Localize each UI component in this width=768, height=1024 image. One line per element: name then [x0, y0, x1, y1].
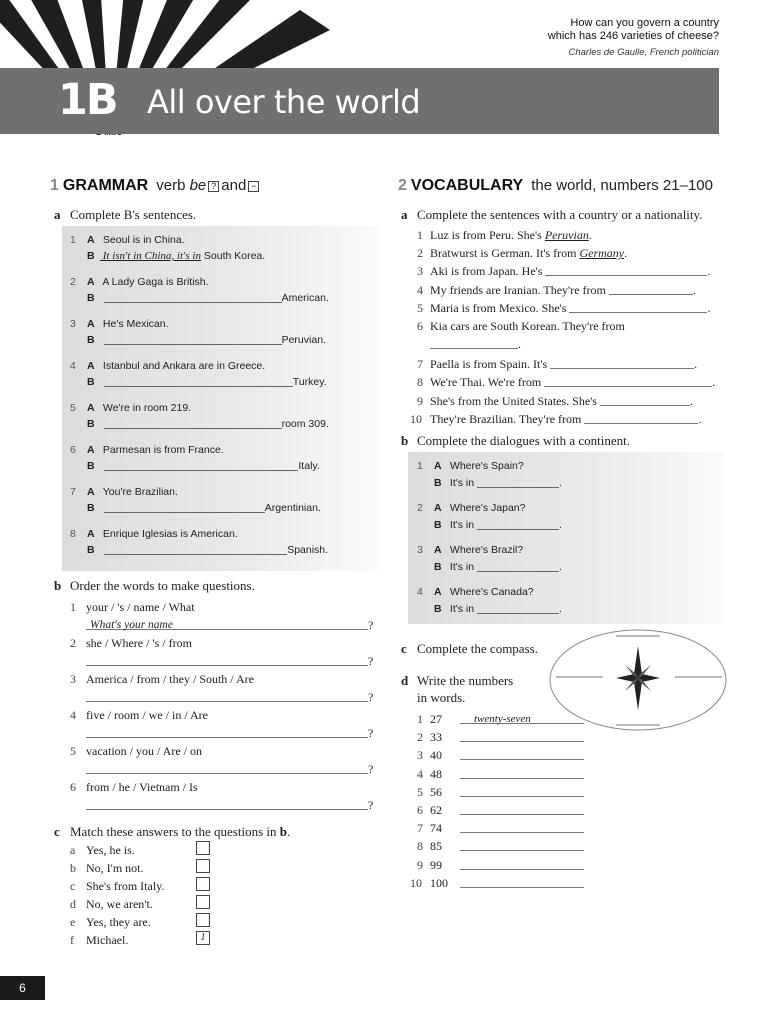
number-prompt: 33 — [430, 730, 442, 745]
item-number: 5 — [70, 744, 76, 758]
sentence-text: Maria is from Mexico. She's — [430, 300, 570, 315]
task-instruction: Complete B's sentences. — [70, 207, 197, 222]
task-instruction: in words. — [417, 690, 466, 705]
grammar-a-line-a — [70, 234, 380, 250]
word-prompt: your / 's / name / What — [86, 600, 195, 614]
speaker-a-label: A — [434, 502, 442, 514]
item-number: 1 — [417, 228, 423, 242]
quote-author: Charles de Gaulle, French politician — [568, 47, 719, 58]
number-prompt: 62 — [430, 802, 442, 817]
item-number: 2 — [70, 276, 76, 288]
question-mark: ? — [368, 726, 374, 740]
vocabulary-heading — [398, 177, 713, 195]
answer-blank[interactable] — [104, 418, 282, 429]
item-number: 3 — [417, 264, 423, 279]
epigraph-quote — [548, 17, 719, 58]
answer-blank[interactable] — [544, 377, 712, 387]
task-instruction: Complete the sentences with a country or a nationality. — [417, 207, 703, 222]
match-checkbox[interactable] — [196, 877, 210, 891]
question-mark: ? — [368, 654, 374, 668]
answer-blank[interactable] — [104, 376, 293, 387]
grammar-a-line-a — [70, 360, 380, 376]
number-prompt: 40 — [430, 748, 442, 763]
task-instruction: Complete the compass. — [417, 641, 538, 656]
task-letter: a — [401, 207, 408, 222]
vocab-b-line-a — [417, 460, 717, 477]
number-prompt: 48 — [430, 766, 442, 781]
number-prompt: 74 — [430, 821, 442, 836]
match-answer-text: No, I'm not. — [86, 861, 144, 875]
vocab-d-item — [410, 767, 600, 785]
item-number: 7 — [70, 486, 76, 498]
grammar-task-c-instruction — [54, 824, 290, 840]
task-letter: c — [401, 641, 407, 656]
grammar-a-line-b — [70, 418, 380, 444]
speaker-a-label: A — [87, 276, 95, 288]
answer-blank[interactable] — [86, 620, 368, 630]
speaker-a-text: Istanbul and Ankara are in Greece. — [100, 360, 266, 372]
item-number: 3 — [70, 318, 76, 330]
speaker-b-end: room 309. — [281, 418, 329, 430]
task-letter: b — [401, 433, 409, 448]
sentence-end: . — [588, 228, 592, 242]
item-number: 2 — [417, 730, 423, 745]
item-number: 3 — [70, 672, 76, 686]
vocab-task-a-instruction — [401, 207, 702, 223]
vocab-b-line-b — [417, 477, 717, 502]
item-number: 2 — [417, 246, 423, 261]
sentence-end: . — [698, 411, 702, 426]
vocab-a-item — [410, 412, 730, 430]
item-number: 8 — [417, 375, 423, 390]
match-checkbox[interactable] — [196, 841, 210, 855]
section-subtitle: the world, numbers 21–100 — [531, 177, 713, 194]
question-mark: ? — [368, 798, 374, 812]
item-number: 1 — [417, 712, 423, 726]
sentence-end: . — [559, 603, 562, 615]
answer-blank[interactable] — [86, 656, 368, 666]
speaker-a-text: Where's Canada? — [447, 586, 534, 598]
sentence-end: . — [559, 561, 562, 573]
vocab-d-item — [410, 730, 600, 748]
section-name: GRAMMAR — [62, 177, 149, 194]
grammar-b-answer-line — [70, 762, 380, 780]
grammar-a-line-b — [70, 250, 380, 276]
speaker-a-label: A — [87, 528, 95, 540]
item-number: 1 — [70, 234, 76, 246]
item-letter: e — [70, 915, 76, 929]
speaker-b-label: B — [87, 292, 95, 304]
vocab-d-item — [410, 876, 600, 894]
example-answer: It isn't in China, it's in — [100, 250, 201, 262]
grammar-a-line-b — [70, 376, 380, 402]
vocab-a-item — [410, 394, 730, 412]
answer-blank[interactable] — [460, 714, 584, 724]
task-letter: d — [401, 673, 409, 688]
answer-blank[interactable] — [460, 769, 584, 779]
answer-blank[interactable] — [104, 544, 287, 555]
answer-blank[interactable] — [545, 266, 707, 276]
match-checkbox[interactable]: 1 — [196, 931, 210, 945]
vocab-b-line-b — [417, 519, 717, 544]
sentence-text: Kia cars are South Korean. They're from — [430, 318, 625, 333]
sentence-end: . — [689, 393, 693, 408]
speaker-a-label: A — [434, 544, 442, 556]
unit-title: All over the world — [147, 83, 421, 121]
question-box-icon: ? — [208, 181, 219, 192]
sentence-end: . — [559, 477, 562, 489]
match-answer-text: Yes, they are. — [86, 915, 151, 929]
speaker-a-label: A — [434, 460, 442, 472]
speaker-a-text: Where's Japan? — [447, 502, 526, 514]
speaker-a-label: A — [87, 486, 95, 498]
grammar-b-words — [70, 600, 380, 618]
item-letter: b — [70, 861, 76, 875]
answer-blank[interactable] — [477, 519, 559, 530]
sentence-end: . — [707, 300, 711, 315]
speaker-b-end: Spanish. — [287, 544, 329, 556]
match-checkbox[interactable] — [196, 913, 210, 927]
answer-blank[interactable] — [477, 477, 559, 488]
answer-blank[interactable] — [460, 860, 584, 870]
answer-blank[interactable] — [550, 359, 694, 369]
grammar-b-words — [70, 672, 380, 690]
grammar-b-answer-line — [70, 798, 380, 816]
item-number: 1 — [70, 600, 76, 614]
vocab-a-item — [410, 319, 730, 337]
speaker-a-label: A — [87, 444, 95, 456]
sentence-end: . — [692, 282, 696, 297]
task-instruction: Match these answers to the questions in — [70, 824, 277, 839]
example-answer: Germany — [579, 246, 625, 261]
vocab-a-item — [410, 228, 730, 246]
section-number: 2 — [398, 177, 407, 194]
grammar-b-words — [70, 708, 380, 726]
grammar-a-line-a — [70, 402, 380, 418]
answer-blank[interactable] — [460, 787, 584, 797]
speaker-b-label: B — [434, 477, 442, 489]
speaker-a-text: He's Mexican. — [100, 318, 169, 330]
item-letter: f — [70, 933, 74, 947]
grammar-a-line-a — [70, 318, 380, 334]
grammar-a-line-b — [70, 544, 380, 570]
vocab-d-item — [410, 839, 600, 857]
match-answer-text: Yes, he is. — [86, 843, 135, 857]
item-number: 7 — [417, 821, 423, 836]
answer-blank[interactable] — [477, 561, 559, 572]
grammar-heading — [50, 177, 261, 195]
vocab-a-item — [410, 264, 730, 282]
answer-blank[interactable] — [86, 728, 368, 738]
minus-box-icon: − — [248, 181, 259, 192]
grammar-a-line-a — [70, 276, 380, 292]
vocab-d-item — [410, 821, 600, 839]
item-number: 4 — [417, 766, 423, 781]
vocab-b-line-b — [417, 603, 717, 628]
item-letter: a — [70, 843, 76, 857]
question-mark: ? — [368, 618, 374, 632]
item-letter: d — [70, 897, 76, 911]
grammar-b-list — [70, 600, 380, 816]
vocab-d-item — [410, 858, 600, 876]
grammar-c-item — [70, 933, 220, 951]
vocab-d-item — [410, 803, 600, 821]
vocab-d-item — [410, 748, 600, 766]
item-number: 2 — [417, 502, 423, 514]
grammar-a-line-b — [70, 502, 380, 528]
answer-blank[interactable] — [104, 292, 282, 303]
item-number: 2 — [70, 636, 76, 650]
sentence-text: They're Brazilian. They're from — [430, 411, 585, 426]
task-letter: c — [54, 824, 60, 839]
question-mark: ? — [368, 690, 374, 704]
speaker-b-end: Turkey. — [292, 376, 327, 388]
word-prompt: she / Where / 's / from — [86, 636, 192, 650]
number-prompt: 100 — [430, 875, 448, 890]
grammar-task-b-instruction — [54, 578, 255, 594]
task-instruction: Complete the dialogues with a continent. — [417, 433, 631, 448]
speaker-b-text: It's in — [447, 603, 478, 615]
vocab-a-item — [410, 283, 730, 301]
vocab-d-list — [410, 712, 600, 894]
answer-blank[interactable] — [430, 339, 518, 349]
grammar-b-words — [70, 780, 380, 798]
vocab-a-item — [410, 246, 730, 264]
item-letter: c — [70, 879, 76, 893]
speaker-b-label: B — [87, 250, 95, 262]
task-letter: b — [54, 578, 62, 593]
grammar-a-line-b — [70, 292, 380, 318]
speaker-b-label: B — [87, 502, 95, 514]
example-answer: Peruvian — [544, 228, 589, 242]
vocab-d-item — [410, 785, 600, 803]
item-number: 5 — [70, 402, 76, 414]
number-prompt: 27 — [430, 712, 442, 726]
word-prompt: five / room / we / in / Are — [86, 708, 208, 722]
task-letter: a — [54, 207, 61, 222]
item-number: 3 — [417, 748, 423, 763]
sentence-text: Paella is from Spain. It's — [430, 357, 551, 372]
answer-blank[interactable] — [460, 878, 584, 888]
sentence-end: . — [559, 519, 562, 531]
speaker-b-label: B — [434, 603, 442, 615]
sentence-end: . — [712, 375, 716, 390]
item-number: 4 — [70, 360, 76, 372]
item-number: 5 — [417, 784, 423, 799]
speaker-a-text: Enrique Iglesias is American. — [100, 528, 238, 540]
answer-blank[interactable] — [460, 841, 584, 851]
speaker-b-end: Argentinian. — [264, 502, 321, 514]
item-number: 1 — [417, 460, 423, 472]
vocab-task-c-instruction — [401, 641, 538, 657]
section-number: 1 — [50, 177, 59, 194]
speaker-b-label: B — [87, 418, 95, 430]
grammar-a-line-b — [70, 334, 380, 360]
vocab-a-item — [410, 357, 730, 375]
vocab-a-item — [410, 301, 730, 319]
vocab-a-item — [410, 375, 730, 393]
vocab-task-d-instruction-2 — [417, 690, 465, 706]
vocab-d-item — [410, 712, 600, 730]
vocab-task-d-instruction — [401, 673, 513, 689]
task-instruction: Write the numbers — [417, 673, 514, 688]
sentence-text: Aki is from Japan. He's — [430, 264, 546, 279]
number-prompt: 85 — [430, 839, 442, 854]
item-number: 6 — [70, 444, 76, 456]
grammar-b-words — [70, 744, 380, 762]
speaker-b-text: It's in — [447, 477, 478, 489]
vocab-b-line-a — [417, 502, 717, 519]
grammar-b-answer-line — [70, 618, 380, 636]
vocab-b-list — [417, 460, 717, 628]
sentence-end: . — [707, 264, 711, 279]
task-instruction-bold: b — [279, 824, 287, 839]
answer-blank[interactable] — [460, 732, 584, 742]
vocab-b-line-a — [417, 586, 717, 603]
item-number: 9 — [417, 857, 423, 872]
section-subtitle: verb — [156, 177, 186, 194]
vocab-a-item-wrap — [410, 337, 730, 357]
section-subtitle-and: and — [221, 177, 247, 194]
match-checkbox[interactable] — [196, 859, 210, 873]
speaker-a-text: Seoul is in China. — [100, 234, 185, 246]
speaker-a-label: A — [87, 402, 95, 414]
speaker-a-label: A — [87, 360, 95, 372]
example-answer: What's your name — [90, 619, 173, 631]
item-number: 7 — [417, 357, 423, 372]
quote-line-1: How can you govern a country — [570, 17, 719, 29]
answer-blank[interactable] — [104, 460, 298, 471]
item-number: 6 — [70, 780, 76, 794]
word-prompt: vacation / you / Are / on — [86, 744, 202, 758]
grammar-c-list — [70, 843, 220, 951]
answer-blank[interactable] — [86, 692, 368, 702]
match-answer-text: No, we aren't. — [86, 897, 153, 911]
task-instruction: Order the words to make questions. — [70, 578, 255, 593]
grammar-b-answer-line — [70, 690, 380, 708]
sentence-end: . — [694, 357, 698, 372]
number-prompt: 56 — [430, 784, 442, 799]
vocab-a-list — [410, 228, 730, 430]
speaker-b-label: B — [87, 460, 95, 472]
sentence-end: . — [624, 246, 628, 261]
item-number: 10 — [410, 411, 422, 426]
speaker-a-label: A — [87, 318, 95, 330]
speaker-b-end: South Korea. — [200, 250, 266, 262]
speaker-b-end: American. — [281, 292, 329, 304]
vocab-b-line-a — [417, 544, 717, 561]
item-number: 6 — [417, 802, 423, 817]
grammar-a-list — [70, 234, 380, 570]
task-instruction-end: . — [287, 824, 291, 839]
word-prompt: from / he / Vietnam / Is — [86, 780, 198, 794]
grammar-a-line-b — [70, 460, 380, 486]
item-number: 4 — [417, 586, 423, 598]
item-number: 5 — [417, 300, 423, 315]
grammar-task-a-instruction — [54, 207, 196, 223]
answer-blank[interactable] — [584, 414, 698, 424]
section-name: VOCABULARY — [410, 177, 524, 194]
grammar-b-answer-line — [70, 726, 380, 744]
speaker-b-label: B — [434, 519, 442, 531]
answer-blank[interactable] — [86, 800, 368, 810]
item-number: 3 — [417, 544, 423, 556]
number-prompt: 99 — [430, 857, 442, 872]
answer-blank[interactable] — [600, 396, 690, 406]
speaker-b-end: Peruvian. — [281, 334, 326, 346]
word-prompt: America / from / they / South / Are — [86, 672, 254, 686]
answer-blank[interactable] — [460, 823, 584, 833]
sentence-text: Bratwurst is German. It's from — [430, 246, 580, 261]
question-mark: ? — [368, 762, 374, 776]
item-number: 6 — [417, 318, 423, 333]
answer-blank[interactable] — [104, 502, 265, 513]
speaker-a-text: Parmesan is from France. — [100, 444, 224, 456]
grammar-b-answer-line — [70, 654, 380, 672]
speaker-a-text: A Lady Gaga is British. — [100, 276, 209, 288]
sentence-end: . — [518, 337, 521, 352]
vocab-b-line-b — [417, 561, 717, 586]
speaker-b-end: Italy. — [298, 460, 320, 472]
speaker-a-text: You're Brazilian. — [100, 486, 178, 498]
sentence-text: We're Thai. We're from — [430, 375, 545, 390]
speaker-a-text: Where's Spain? — [447, 460, 524, 472]
item-number: 8 — [70, 528, 76, 540]
page-number: 6 — [0, 976, 45, 1000]
answer-blank[interactable] — [609, 285, 693, 295]
answer-blank[interactable] — [460, 805, 584, 815]
grammar-a-line-a — [70, 444, 380, 460]
answer-blank[interactable] — [460, 750, 584, 760]
answer-blank[interactable] — [569, 303, 707, 313]
match-answer-text: Michael. — [86, 933, 129, 947]
speaker-b-text: It's in — [447, 519, 478, 531]
speaker-b-label: B — [87, 334, 95, 346]
section-subtitle-be: be — [189, 177, 207, 194]
sentence-text: Luz is from Peru. She's — [430, 228, 545, 242]
unit-number: 1B — [58, 75, 117, 125]
item-number: 4 — [417, 282, 423, 297]
sentence-text: She's from the United States. She's — [430, 393, 600, 408]
match-checkbox[interactable] — [196, 895, 210, 909]
grammar-a-line-a — [70, 486, 380, 502]
speaker-a-label: A — [87, 234, 95, 246]
speaker-b-label: B — [434, 561, 442, 573]
speaker-b-label: B — [87, 544, 95, 556]
speaker-b-label: B — [87, 376, 95, 388]
speaker-a-label: A — [434, 586, 442, 598]
quote-line-2: which has 246 varieties of cheese? — [547, 30, 719, 42]
example-answer: twenty-seven — [474, 713, 531, 725]
vocab-task-b-instruction — [401, 433, 630, 449]
grammar-a-line-a — [70, 528, 380, 544]
speaker-b-text: It's in — [447, 561, 478, 573]
item-number: 9 — [417, 393, 423, 408]
sentence-text: My friends are Iranian. They're from — [430, 282, 609, 297]
answer-blank[interactable] — [86, 764, 368, 774]
answer-blank[interactable] — [104, 334, 282, 345]
match-answer-text: She's from Italy. — [86, 879, 165, 893]
item-number: 4 — [70, 708, 76, 722]
item-number: 8 — [417, 839, 423, 854]
speaker-a-text: We're in room 219. — [100, 402, 192, 414]
speaker-a-text: Where's Brazil? — [447, 544, 524, 556]
item-number: 10 — [410, 875, 422, 890]
answer-blank[interactable] — [477, 603, 559, 614]
grammar-b-words — [70, 636, 380, 654]
